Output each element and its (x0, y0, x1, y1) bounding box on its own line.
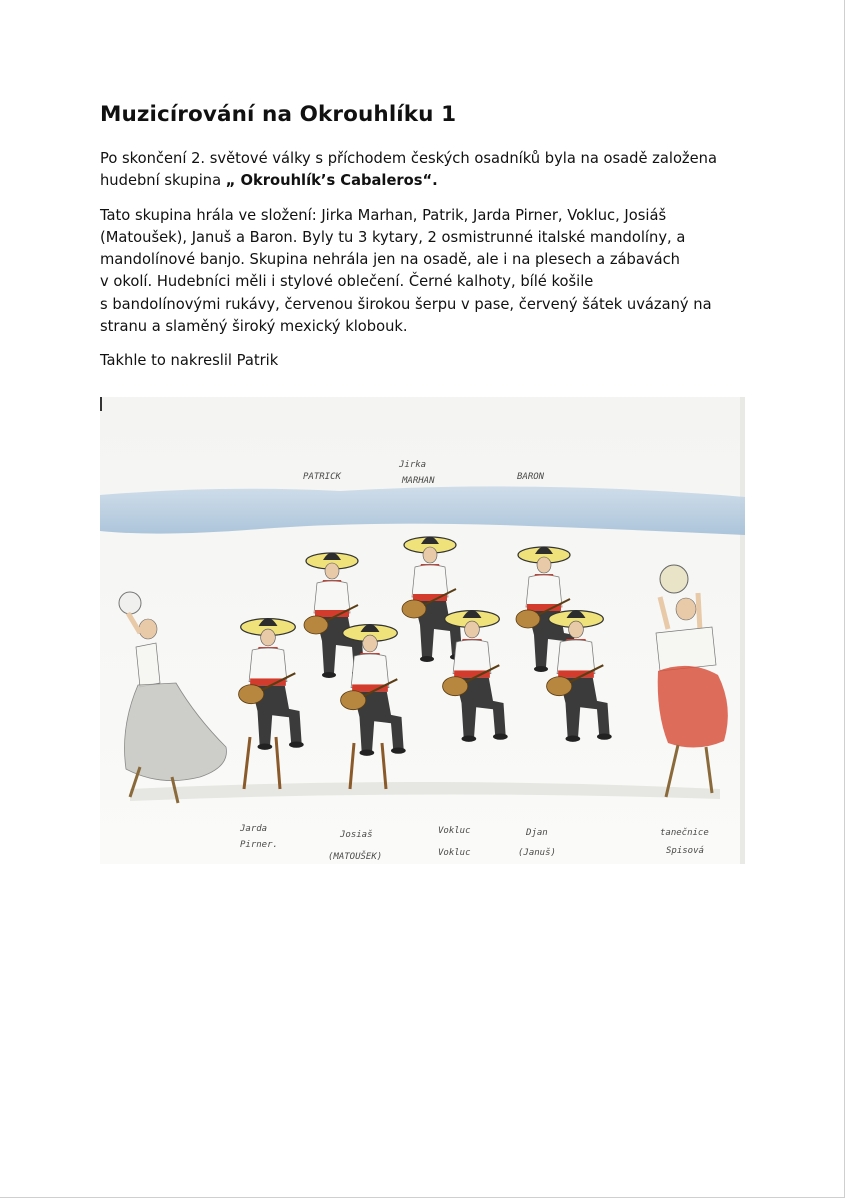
label-josias-2: (MATOUŠEK) (328, 852, 383, 862)
label-vokluc-1: Vokluc (438, 826, 471, 836)
lineup-line-6: stranu a slaměný široký mexický klobouk. (100, 318, 408, 336)
label-janus-2: (Januš) (518, 848, 556, 858)
lineup-paragraph (100, 205, 750, 339)
intro-line-2-prefix: hudební skupina (100, 172, 226, 190)
label-jarda-1: Jarda (240, 824, 268, 834)
lineup-line-3: mandolínové banjo. Skupina nehrála jen na osadě, ale i na plesech a zábavách (100, 251, 680, 269)
intro-line-1: Po skončení 2. světové války s příchodem českých osadníků byla na osadě založena (100, 150, 717, 167)
label-vokluc-2: Vokluc (438, 848, 471, 858)
label-dancer-2: Spisová (666, 846, 704, 856)
label-jarda-2: Pirner. (240, 840, 278, 850)
page-title: Muzicírování na Okrouhlíku 1 (100, 102, 457, 127)
label-patrick: PATRICK (303, 472, 341, 482)
label-dancer-1: tanečnice (660, 828, 709, 838)
musicians-drawing (100, 397, 745, 864)
lineup-line-5: s bandolínovými rukávy, červenou širokou šerpu v pase, červený šátek uvázaný na (100, 295, 712, 313)
label-josias-1: Josiaš (340, 830, 373, 840)
label-jirka-2: MARHAN (402, 476, 435, 486)
text-body (100, 98, 750, 373)
label-janus-1: Djan (526, 828, 548, 838)
lineup-line-1: Tato skupina hrála ve složení: Jirka Marhan, Patrik, Jarda Pirner, Vokluc, Josiáš (100, 206, 667, 224)
band-name: „ Okrouhlík’s Cabaleros“. (225, 172, 438, 190)
lineup-line-4: v okolí. Hudebníci měli i stylové oblečení. Černé kalhoty, bílé košile (100, 273, 594, 291)
intro-paragraph (100, 148, 750, 193)
caption-paragraph: Takhle to nakreslil Patrik (100, 352, 279, 370)
lineup-line-2: (Matoušek), Januš a Baron. Byly tu 3 kytary, 2 osmistrunné italské mandolíny, a (100, 228, 686, 246)
label-jirka-1: Jirka (399, 460, 427, 470)
label-baron: BARON (517, 472, 545, 482)
watercolor-illustration (100, 397, 745, 864)
